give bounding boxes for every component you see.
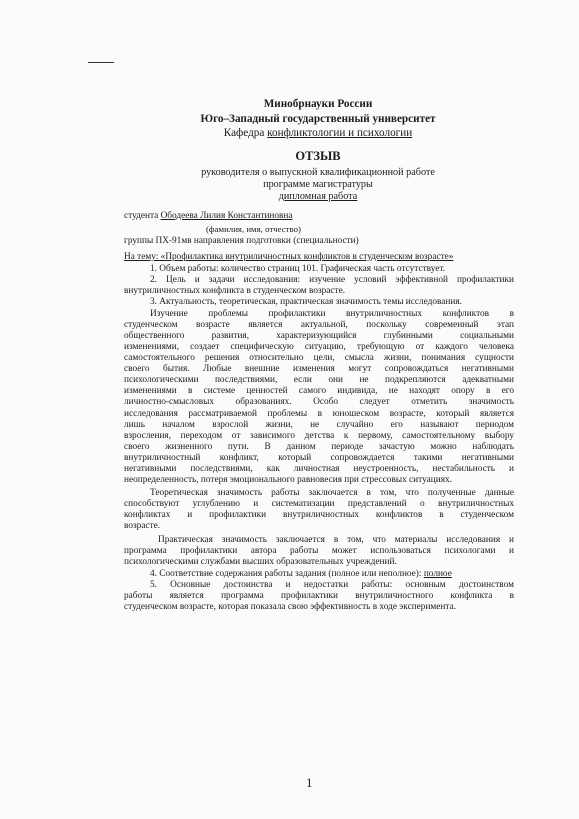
subtitle-line-1: руководителя о выпускной квалификационной работе xyxy=(201,167,435,178)
department-name: конфликтологии и психологии xyxy=(267,127,413,139)
body-line: 5. Основные достоинства и недостатки работы: основным достоинством xyxy=(150,580,514,590)
body-line: способствуют углублению и систематизации представлений о внутриличностных xyxy=(124,499,514,509)
student-line xyxy=(124,211,293,222)
student-caption: (фамилия, имя, отчество) xyxy=(206,224,301,234)
body-line: изменениями, создает специфическую ситуацию, требующую от каждого человека xyxy=(124,342,514,352)
body-line: возрасте. xyxy=(124,521,161,531)
body-line: психологическими службами высших образовательных учреждений. xyxy=(124,557,397,567)
body-line: внутриличностных конфликта в студенческом возрасте. xyxy=(124,286,346,296)
body-line: 2. Цель и задачи исследования: изучение условий эффективной профилактики xyxy=(150,275,514,285)
body-line: программа профилактики автора работы может использоваться психологами и xyxy=(124,546,514,556)
body-line: Теоретическая значимость работы заключается в том, что полученные данные xyxy=(150,488,514,498)
body-line: 3. Актуальность, теоретическая, практическая значимость темы исследования. xyxy=(150,297,462,307)
body-line: Практическая значимость заключается в том, что материалы исследования и xyxy=(158,535,514,545)
body-line: психологическими последствиями, если они не подкрепляются адекватными xyxy=(124,375,514,385)
body-line: самостоятельного решения относительно цели, смысла жизни, понимания сущности xyxy=(124,353,514,363)
student-label: студента xyxy=(124,211,159,221)
body-line: общественного развития, характеризующийся глубинными социальными xyxy=(124,331,514,341)
body-line: конфликтах и профилактики внутриличностных конфликтов в студенческом xyxy=(124,510,514,520)
subtitle-line-2: программе магистратуры xyxy=(263,179,373,190)
body-line: неопределенность, потеря эмоционального равновесия при стрессовых ситуациях. xyxy=(124,475,452,485)
university-name: Юго–Западный государственный университет xyxy=(200,113,436,125)
page-number: 1 xyxy=(306,775,313,790)
body-line: исследования рассматриваемой проблемы в юношеском возрасте, который является xyxy=(124,409,514,419)
compliance-label: 4. Соответствие содержания работы задания (полное или неполное): xyxy=(150,569,424,579)
document-title: ОТЗЫВ xyxy=(295,149,341,163)
body-line: негативными последствиями, как личностная неустроенность, нестабильность и xyxy=(124,464,514,474)
body-line: своего жизненного пути. В данном периоде зачастую можно наблюдать xyxy=(124,442,514,452)
body-line: своего бытия. Любые внешние изменения могут сопровождаться негативными xyxy=(124,364,514,374)
body-line: взросления, переходом от зависимого детства к первому, самостоятельному выбору xyxy=(124,431,514,441)
body-line: личностно-смысловых образованиях. Особо следует отметить значимость xyxy=(124,397,514,407)
work-type: дипломная работа xyxy=(278,191,358,202)
body-line: 1. Объем работы: количество страниц 101. Графическая часть отсутствует. xyxy=(150,264,446,274)
body-line: Изучение проблемы профилактики внутриличностных конфликтов в xyxy=(150,309,514,319)
body-line: изменениями в системе ценностей самого индивида, не находят опору в его xyxy=(124,386,514,396)
topic-line: На тему: «Профилактика внутриличностных конфликтов в студенческом возрасте» xyxy=(124,252,454,262)
body-line: студенческом возрасте, которая показала свою эффективность в ходе эксперимента. xyxy=(124,602,457,612)
ministry-name: Минобрнауки России xyxy=(263,98,373,110)
body-line: работы является программа профилактики внутриличностного конфликта в xyxy=(124,591,514,601)
margin-dash xyxy=(88,62,114,63)
body-line: лишь началом взрослой жизни, не случайно его называют периодом xyxy=(124,420,514,430)
body-line: внутриличностный конфликт, который сопровождается такими негативными xyxy=(124,453,514,463)
department-line xyxy=(128,126,508,140)
compliance-value: полное xyxy=(423,569,452,579)
compliance-line xyxy=(150,569,452,580)
department-prefix: Кафедра xyxy=(223,127,268,139)
student-name: Ободеева Лилия Константиновна xyxy=(160,211,293,221)
body-line: студенческом возрасте является актуальной, поскольку современный этап xyxy=(124,320,514,330)
group-line: группы ПХ-91мв направления подготовки (специальности) xyxy=(124,236,359,246)
